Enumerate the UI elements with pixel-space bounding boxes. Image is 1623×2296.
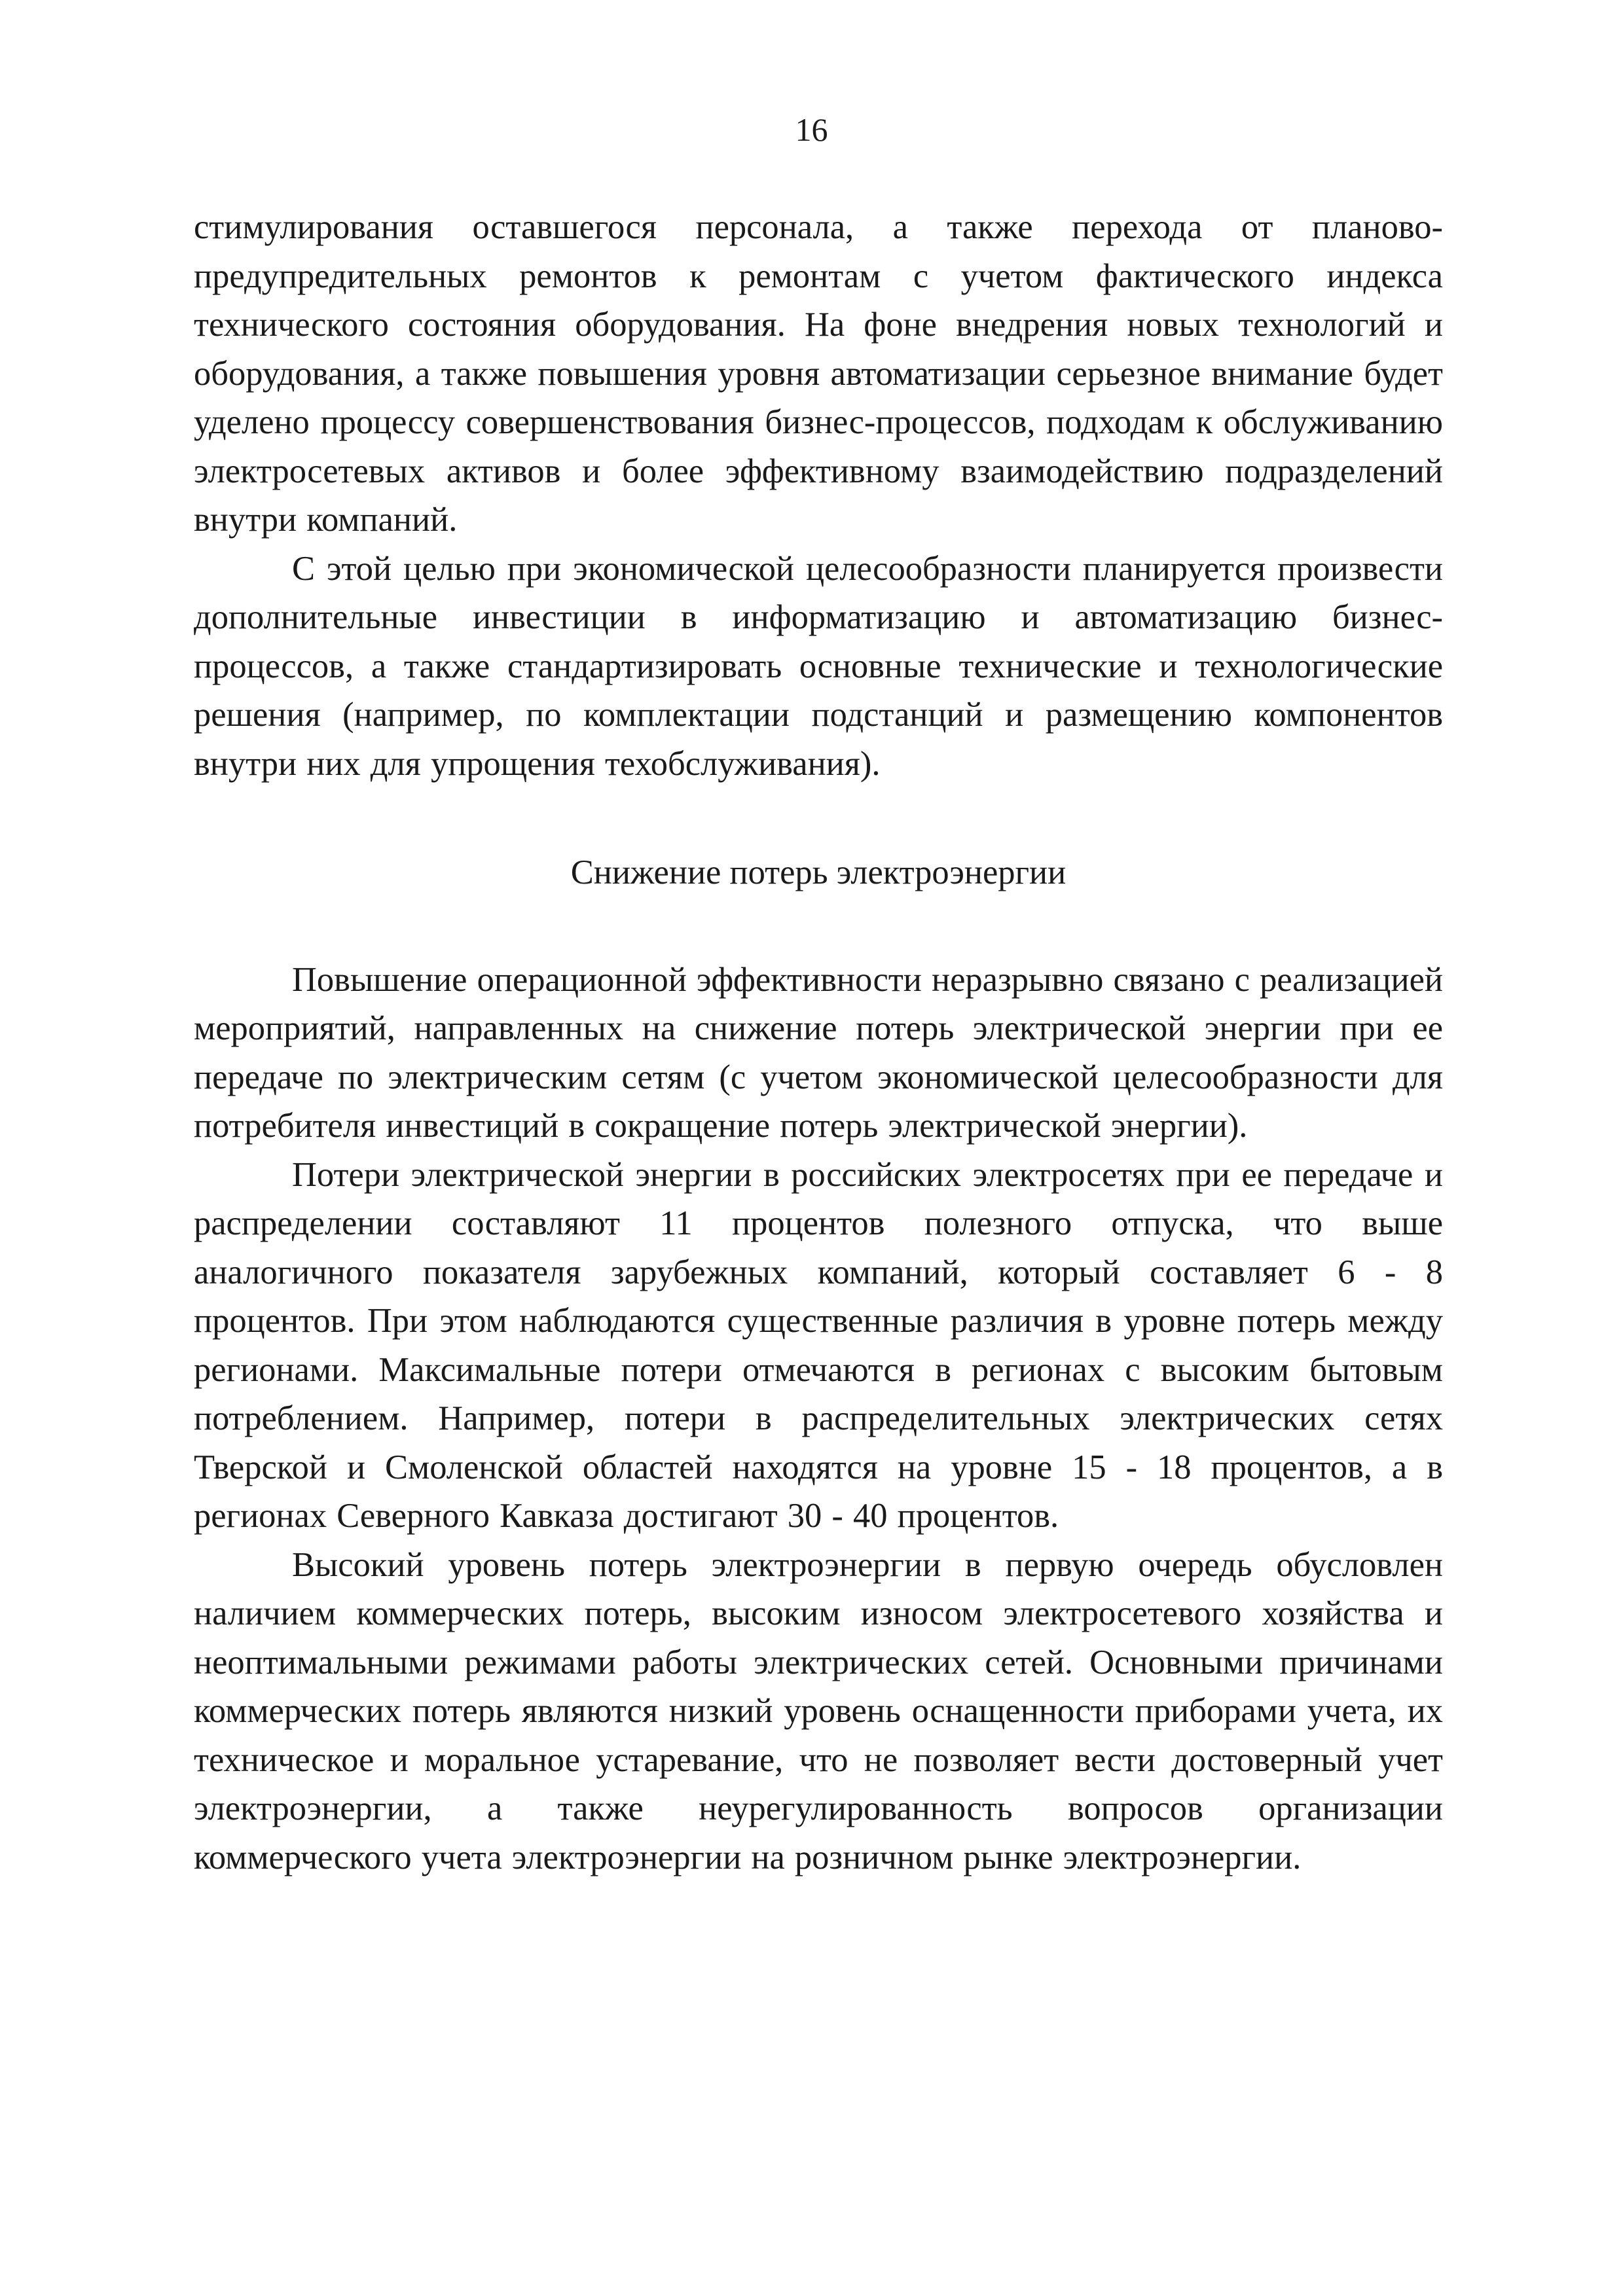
paragraph-loss-statistics: Потери электрической энергии в российских электросетях при ее передаче и распределении составляют 11 процентов полезного отпуска, что выше аналогичного показателя зарубежных компаний, который составляет 6 - 8 процентов. При этом наблюдаются существенные различия в уровне потерь между регионами. Максимальные потери отмечаются в регионах с высоким бытовым потреблением. Например, потери в распределительных электрических сетях Тверской и Смоленской областей находятся на уровне 15 - 18 процентов, а в регионах Северного Кавказа достигают 30 - 40 процентов. (194, 1155, 1443, 1535)
paragraph-loss-causes: Высокий уровень потерь электроэнергии в первую очередь обусловлен наличием коммерческих потерь, высоким износом электросетевого хозяйства и неоптимальными режимами работы электрических сетей. Основными причинами коммерческих потерь являются низкий уровень оснащенности приборами учета, их техническое и моральное устаревание, что не позволяет вести достоверный учет электроэнергии, а также неурегулированность вопросов организации коммерческого учета электроэнергии на розничном рынке электроэнергии. (194, 1545, 1443, 1876)
page-number: 16 (795, 111, 828, 148)
paragraph-continuation: стимулирования оставшегося персонала, а также перехода от планово-предупредительных ремонтов к ремонтам с учетом фактического индекса технического состояния оборудования. На фоне внедрения новых технологий и оборудования, а также повышения уровня автоматизации серьезное внимание будет уделено процессу совершенствования бизнес-процессов, подходам к обслуживанию электросетевых активов и более эффективному взаимодействию подразделений внутри компаний. (194, 208, 1443, 539)
paragraph-investment: С этой целью при экономической целесообразности планируется произвести дополнительные инвестиции в информатизацию и автоматизацию бизнес-процессов, а также стандартизировать основные технические и технологические решения (например, по комплектации подстанций и размещению компонентов внутри них для упрощения техобслуживания). (194, 549, 1443, 783)
document-body (194, 203, 1443, 1882)
section-heading: Снижение потерь электроэнергии (570, 853, 1067, 891)
paragraph-operational-efficiency: Повышение операционной эффективности неразрывно связано с реализацией мероприятий, направленных на снижение потерь электрической энергии при ее передаче по электрическим сетям (с учетом экономической целесообразности для потребителя инвестиций в сокращение потерь электрической энергии). (194, 960, 1443, 1145)
